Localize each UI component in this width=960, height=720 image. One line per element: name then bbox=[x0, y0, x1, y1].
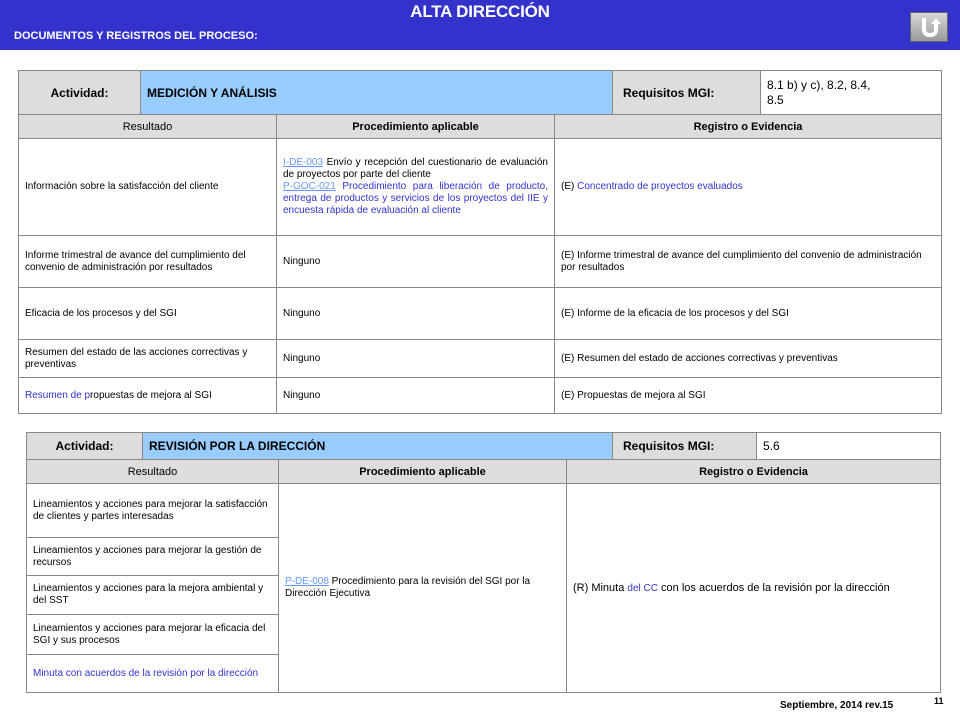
table-row bbox=[19, 236, 942, 288]
cell-procedimiento: Ninguno bbox=[277, 288, 555, 340]
cell-resultado: Lineamientos y acciones para la mejora ambiental y del SST bbox=[27, 576, 279, 615]
resultado-text-blue: Resumen de p bbox=[25, 389, 91, 401]
cell-procedimiento: Ninguno bbox=[277, 236, 555, 288]
procedure-text: Envío y recepción del cuestionario de evaluación de proyectos por parte del cliente bbox=[283, 157, 548, 180]
cell-resultado bbox=[19, 378, 277, 414]
activity-table-revision bbox=[26, 432, 941, 693]
column-header-registro: Registro o Evidencia bbox=[567, 460, 941, 484]
cell-procedimiento: Ninguno bbox=[277, 340, 555, 378]
cell-resultado: Eficacia de los procesos y del SGI bbox=[19, 288, 277, 340]
requirements-value bbox=[761, 71, 942, 115]
procedure-text: Procedimiento para la revisión del SGI por la Dirección Ejecutiva bbox=[285, 576, 531, 599]
page-subtitle: DOCUMENTOS Y REGISTROS DEL PROCESO: bbox=[14, 30, 258, 42]
page-title: ALTA DIRECCIÓN bbox=[410, 2, 550, 21]
cell-registro: (E) Informe de la eficacia de los procesos y del SGI bbox=[555, 288, 942, 340]
registro-text: (R) Minuta bbox=[573, 581, 628, 594]
cell-resultado: Lineamientos y acciones para mejorar la eficacia del SGI y sus procesos bbox=[27, 615, 279, 655]
cell-registro bbox=[555, 139, 942, 236]
registro-text-blue: del CC bbox=[627, 582, 658, 594]
table-row bbox=[19, 340, 942, 378]
cell-registro: (E) Propuestas de mejora al SGI bbox=[555, 378, 942, 414]
page-number: 11 bbox=[934, 696, 944, 706]
activity-label: Actividad: bbox=[27, 433, 143, 460]
activity-label: Actividad: bbox=[19, 71, 141, 115]
cell-resultado: Lineamientos y acciones para mejorar la satisfacción de clientes y partes interesadas bbox=[27, 484, 279, 538]
column-header-procedimiento: Procedimiento aplicable bbox=[277, 115, 555, 139]
registro-text: Concentrado de proyectos evaluados bbox=[577, 181, 743, 192]
cell-registro bbox=[567, 484, 941, 693]
cell-resultado: Informe trimestral de avance del cumplimiento del convenio de administración por resultados bbox=[19, 236, 277, 288]
cell-procedimiento: Ninguno bbox=[277, 378, 555, 414]
back-button[interactable] bbox=[910, 12, 948, 42]
table-row bbox=[27, 484, 941, 538]
table-row bbox=[19, 139, 942, 236]
footer-date: Septiembre, 2014 rev.15 bbox=[780, 700, 894, 711]
cell-resultado: Lineamientos y acciones para mejorar la gestión de recursos bbox=[27, 538, 279, 576]
cell-procedimiento bbox=[277, 139, 555, 236]
resultado-text: ropuestas de mejora al SGI bbox=[90, 389, 212, 401]
column-header-resultado: Resultado bbox=[27, 460, 279, 484]
procedure-link[interactable]: P-DE-008 bbox=[285, 576, 329, 587]
activity-table-medicion bbox=[18, 70, 942, 414]
requirements-label: Requisitos MGI: bbox=[613, 433, 757, 460]
column-header-procedimiento: Procedimiento aplicable bbox=[279, 460, 567, 484]
requirements-value: 5.6 bbox=[757, 433, 941, 460]
registro-prefix: (E) bbox=[561, 181, 578, 192]
cell-registro: (E) Informe trimestral de avance del cumplimiento del convenio de administración por resultados bbox=[555, 236, 942, 288]
requirements-value-line2: 8.5 bbox=[767, 92, 784, 107]
activity-name: MEDICIÓN Y ANÁLISIS bbox=[141, 71, 613, 115]
column-header-resultado: Resultado bbox=[19, 115, 277, 139]
cell-resultado: Información sobre la satisfacción del cliente bbox=[19, 139, 277, 236]
requirements-label: Requisitos MGI: bbox=[613, 71, 761, 115]
registro-text: con los acuerdos de la revisión por la dirección bbox=[657, 581, 890, 594]
cell-resultado: Minuta con acuerdos de la revisión por la dirección bbox=[27, 655, 279, 693]
u-turn-arrow-icon bbox=[918, 16, 942, 38]
header-bar bbox=[0, 0, 960, 50]
procedure-link[interactable]: I-DE-003 bbox=[283, 157, 324, 168]
procedure-text: Procedimiento para liberación de producto, entrega de productos y servicios de los proyectos del IIE y encuesta rápida de evaluación al cliente bbox=[283, 181, 548, 216]
cell-registro: (E) Resumen del estado de acciones correctivas y preventivas bbox=[555, 340, 942, 378]
column-header-registro: Registro o Evidencia bbox=[555, 115, 942, 139]
table-row bbox=[19, 288, 942, 340]
cell-procedimiento bbox=[279, 484, 567, 693]
activity-name: REVISIÓN POR LA DIRECCIÓN bbox=[143, 433, 613, 460]
table-row bbox=[19, 378, 942, 414]
cell-resultado: Resumen del estado de las acciones correctivas y preventivas bbox=[19, 340, 277, 378]
procedure-link[interactable]: P-GOC-021 bbox=[283, 181, 336, 192]
requirements-value-line1: 8.1 b) y c), 8.2, 8.4, bbox=[767, 77, 871, 92]
